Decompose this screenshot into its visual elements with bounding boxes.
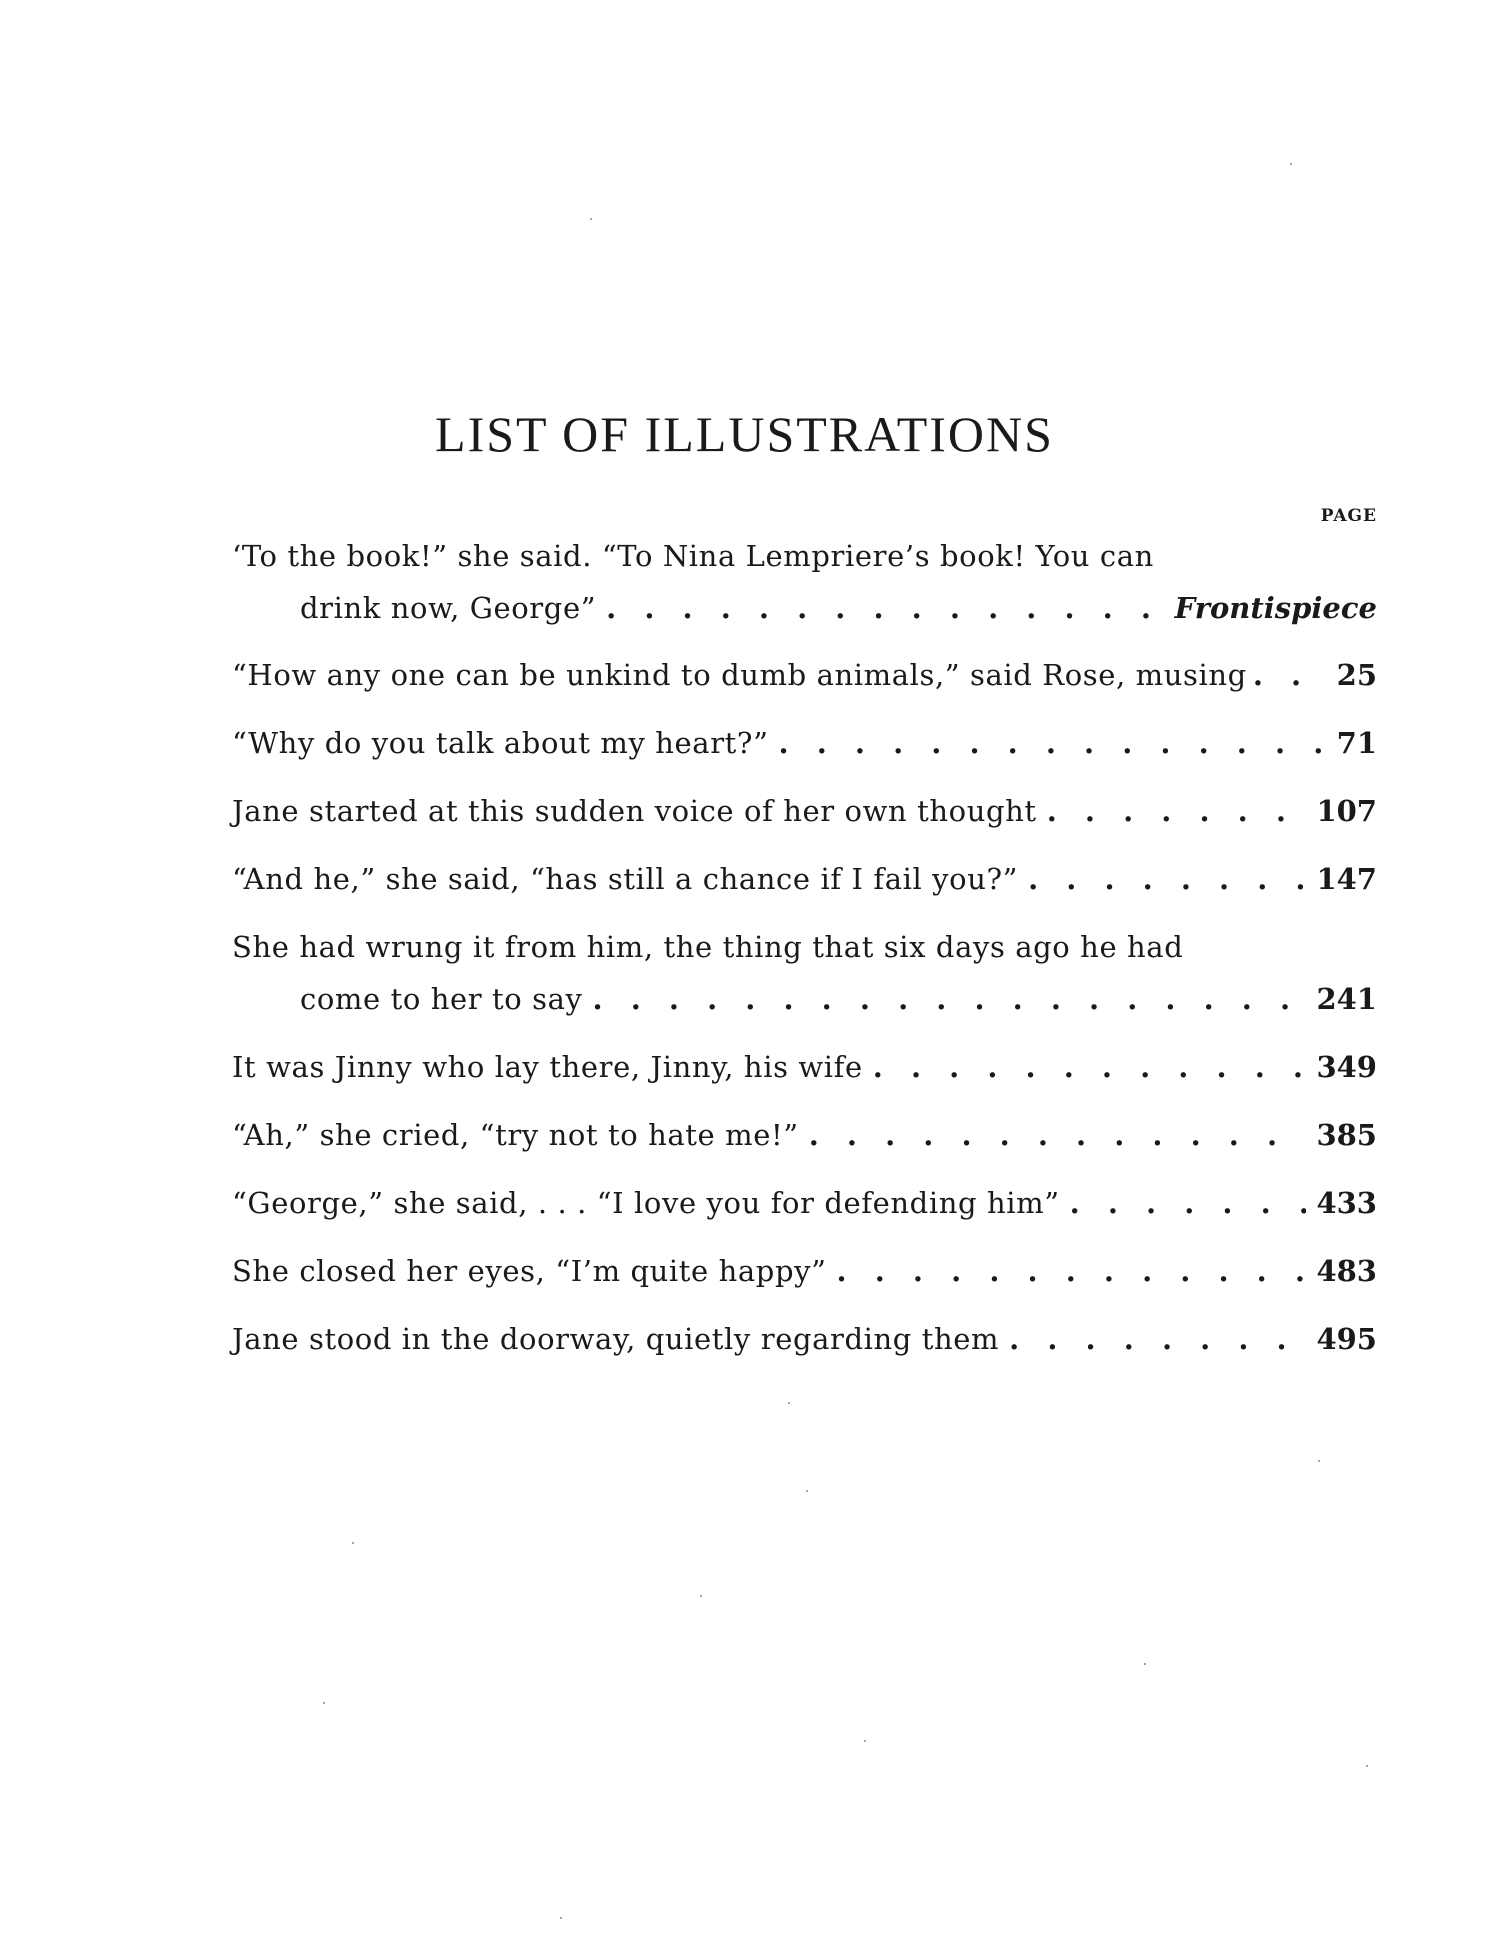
entry-page: 385 xyxy=(1316,1118,1377,1152)
entry-caption: “And he,” she said, “has still a chance if I fail you?” xyxy=(232,862,1019,896)
list-item xyxy=(232,791,1377,831)
list-item xyxy=(232,536,1377,628)
scan-speck xyxy=(700,1595,702,1597)
entry-caption: ‘To the book!” she said. “To Nina Lempriere’s book! You can xyxy=(232,539,1154,573)
scan-speck xyxy=(806,1490,808,1492)
entry-page: 433 xyxy=(1316,1186,1377,1220)
dot-leader xyxy=(606,588,1164,628)
scan-speck xyxy=(1366,1765,1368,1767)
scan-speck xyxy=(323,1702,325,1704)
dot-leader xyxy=(1047,791,1307,831)
scan-speck xyxy=(352,1542,354,1544)
entry-page: 483 xyxy=(1316,1254,1377,1288)
scan-speck xyxy=(1144,1663,1146,1665)
dot-leader xyxy=(779,723,1327,763)
entry-page: 25 xyxy=(1336,658,1377,692)
entry-page: 71 xyxy=(1336,726,1377,760)
list-item xyxy=(232,1251,1377,1291)
dot-leader xyxy=(809,1115,1307,1155)
dot-leader xyxy=(1009,1319,1306,1359)
entry-page: 107 xyxy=(1316,794,1377,828)
dot-leader xyxy=(873,1047,1307,1087)
list-item xyxy=(232,655,1377,695)
entry-caption: She closed her eyes, “I’m quite happy” xyxy=(232,1254,827,1288)
entry-caption: “Ah,” she cried, “try not to hate me!” xyxy=(232,1118,799,1152)
dot-leader xyxy=(837,1251,1307,1291)
entry-caption: “How any one can be unkind to dumb animals,” said Rose, musing xyxy=(232,658,1247,692)
entry-caption-continued: come to her to say xyxy=(300,982,583,1016)
scan-speck xyxy=(1290,163,1292,165)
entry-caption: Jane started at this sudden voice of her own thought xyxy=(232,794,1037,828)
entry-page: 241 xyxy=(1316,982,1377,1016)
list-item xyxy=(232,859,1377,899)
dot-leader xyxy=(1028,859,1306,899)
list-item xyxy=(232,1319,1377,1359)
entry-caption: She had wrung it from him, the thing that six days ago he had xyxy=(232,930,1184,964)
dot-leader xyxy=(1070,1183,1307,1223)
list-item xyxy=(232,927,1377,1019)
page-title: LIST OF ILLUSTRATIONS xyxy=(435,406,1054,462)
scan-speck xyxy=(1318,1460,1320,1462)
page-column-label: PAGE xyxy=(1320,506,1377,526)
list-item xyxy=(232,1115,1377,1155)
entry-page: 349 xyxy=(1316,1050,1377,1084)
list-item xyxy=(232,723,1377,763)
entry-caption: Jane stood in the doorway, quietly regarding them xyxy=(232,1322,1000,1356)
entry-caption-continued: drink now, George” xyxy=(300,591,597,625)
scan-speck xyxy=(560,1917,562,1919)
entry-caption: “George,” she said, . . . “I love you for defending him” xyxy=(232,1186,1060,1220)
scan-speck xyxy=(864,1740,866,1742)
scan-speck xyxy=(788,1402,790,1404)
entry-page: 147 xyxy=(1316,862,1377,896)
list-item xyxy=(232,1047,1377,1087)
entry-caption: It was Jinny who lay there, Jinny, his wife xyxy=(232,1050,863,1084)
scan-speck xyxy=(590,218,592,220)
dot-leader xyxy=(593,979,1307,1019)
entry-page: Frontispiece xyxy=(1174,591,1377,625)
entry-caption: “Why do you talk about my heart?” xyxy=(232,726,769,760)
list-item xyxy=(232,1183,1377,1223)
entry-page: 495 xyxy=(1316,1322,1377,1356)
dot-leader xyxy=(1253,655,1331,695)
